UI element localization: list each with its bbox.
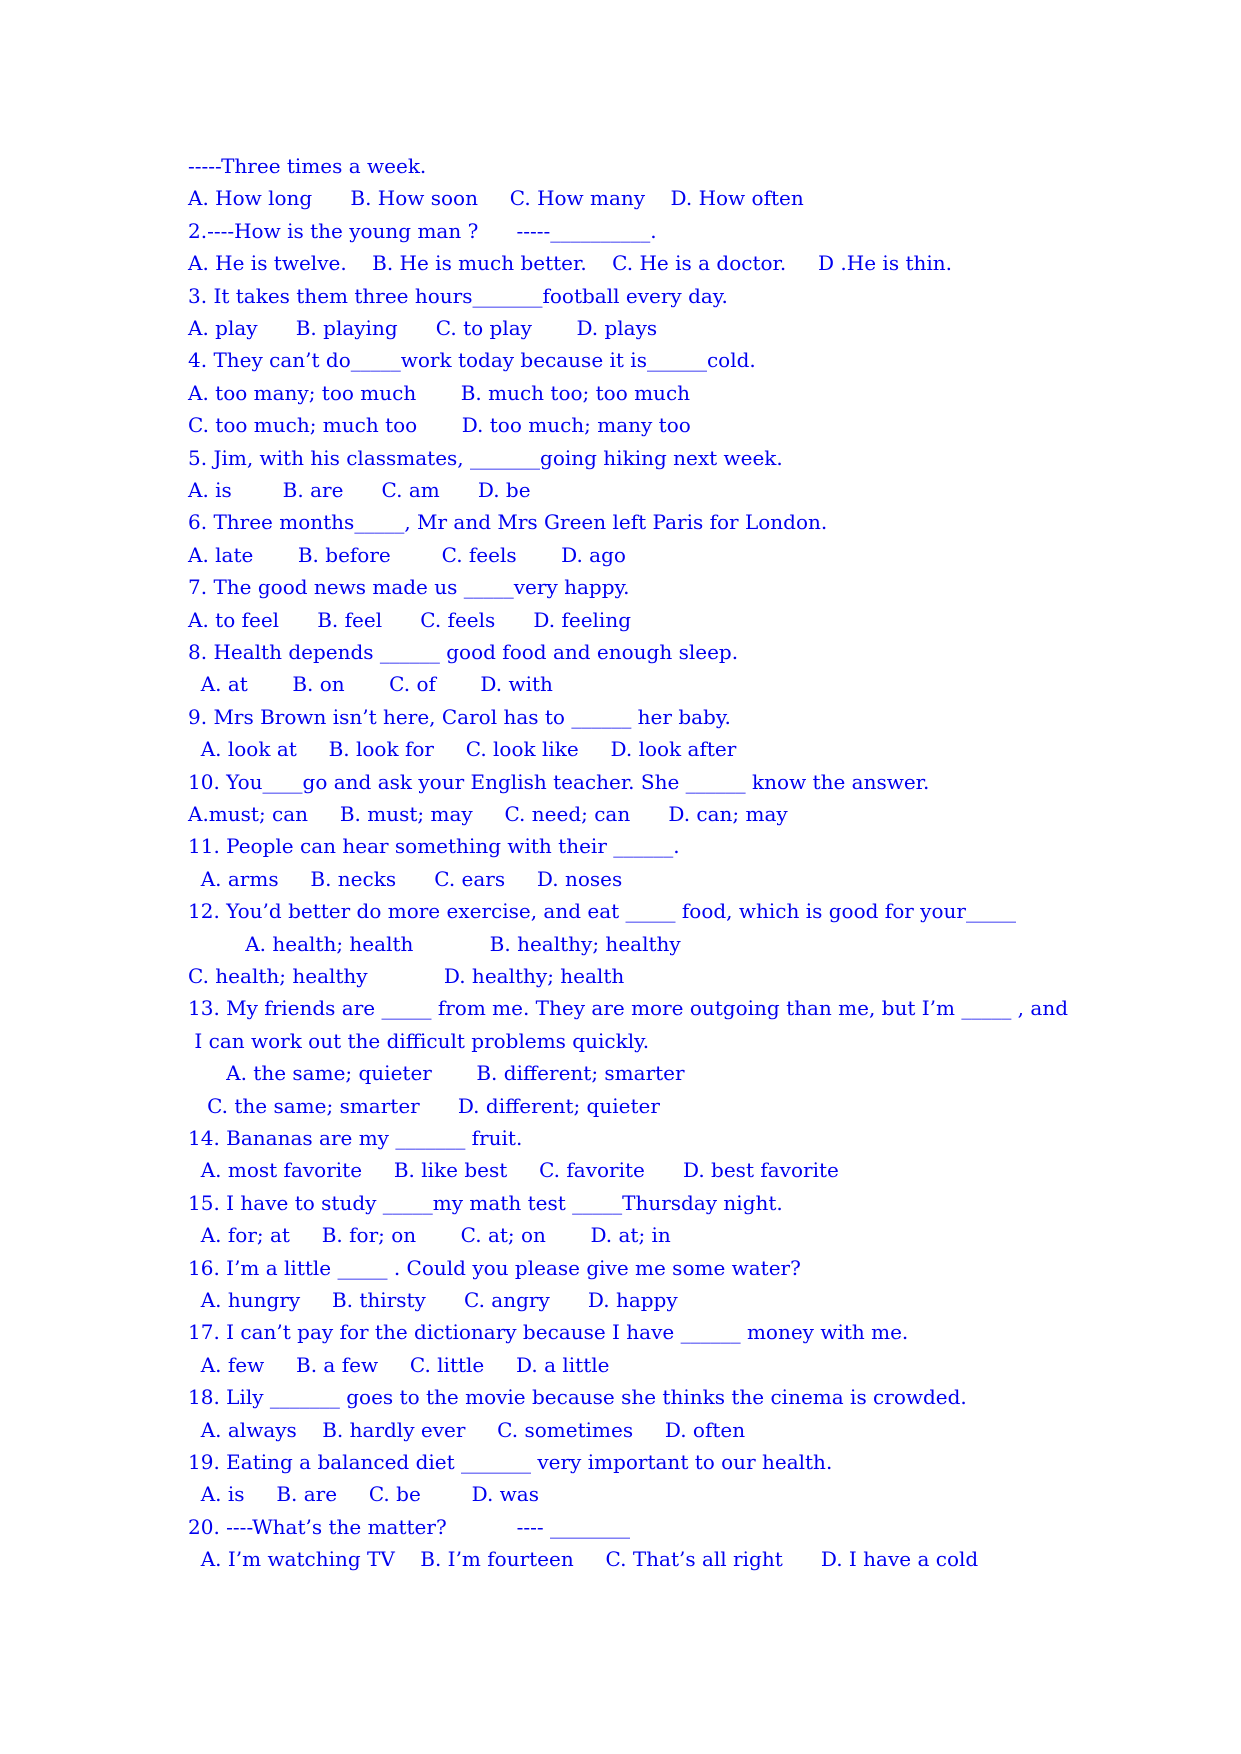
text-line: A. to feel B. feel C. feels D. feeling	[188, 607, 632, 632]
text-line: 14. Bananas are my _______ fruit.	[188, 1126, 523, 1150]
text-line: 10. You____go and ask your English teacher. She ______ know the answer.	[188, 769, 930, 794]
text-line: 20. ----What’s the matter? ---- ________	[188, 1514, 630, 1539]
text-line: A. is B. are C. am D. be	[188, 478, 531, 502]
text-line: I can work out the difficult problems quickly.	[188, 1028, 650, 1053]
text-line: A. look at B. look for C. look like D. look after	[188, 737, 737, 762]
text-line: 12. You’d better do more exercise, and eat _____ food, which is good for your_____	[188, 899, 1016, 924]
text-line: A. at B. on C. of D. with	[188, 672, 553, 697]
text-line: A. hungry B. thirsty C. angry D. happy	[188, 1288, 678, 1312]
text-line: 17. I can’t pay for the dictionary because I have ______ money with me.	[188, 1320, 909, 1345]
text-line: 5. Jim, with his classmates, _______going hiking next week.	[188, 445, 783, 470]
text-line: A. for; at B. for; on C. at; on D. at; in	[188, 1223, 671, 1248]
text-line: A. is B. are C. be D. was	[188, 1482, 539, 1507]
text-line: C. too much; much too D. too much; many too	[188, 413, 691, 438]
text-line: -----Three times a week.	[188, 154, 427, 178]
text-line: A. the same; quieter B. different; smarter	[188, 1061, 685, 1086]
text-line: A. I’m watching TV B. I’m fourteen C. That’s all right D. I have a cold	[188, 1547, 979, 1572]
text-line: A. too many; too much B. much too; too much	[188, 380, 691, 405]
text-line: A.must; can B. must; may C. need; can D. can; may	[188, 802, 788, 826]
text-line: 15. I have to study _____my math test _____Thursday night.	[188, 1190, 783, 1215]
text-line: C. health; healthy D. healthy; health	[188, 964, 625, 988]
text-line: A. How long B. How soon C. How many D. How often	[188, 186, 804, 211]
text-line: A. health; health B. healthy; healthy	[188, 931, 681, 956]
text-line: 16. I’m a little _____ . Could you please give me some water?	[188, 1255, 801, 1280]
text-line: 3. It takes them three hours_______football every day.	[188, 283, 728, 308]
text-line: A. most favorite B. like best C. favorite D. best favorite	[188, 1158, 839, 1183]
text-line: A. always B. hardly ever C. sometimes D. often	[188, 1417, 746, 1442]
text-line: C. the same; smarter D. different; quieter	[188, 1093, 660, 1118]
text-line: 9. Mrs Brown isn’t here, Carol has to ______ her baby.	[188, 704, 731, 729]
text-line: A. late B. before C. feels D. ago	[188, 542, 626, 567]
text-line: A. He is twelve. B. He is much better. C. He is a doctor. D .He is thin.	[188, 251, 952, 276]
text-line: 18. Lily _______ goes to the movie because she thinks the cinema is crowded.	[188, 1385, 967, 1410]
text-line: A. arms B. necks C. ears D. noses	[188, 866, 623, 891]
text-line: 4. They can’t do_____work today because it is______cold.	[188, 348, 756, 373]
text-line: A. play B. playing C. to play D. plays	[188, 316, 658, 340]
text-line: 13. My friends are _____ from me. They are more outgoing than me, but I’m _____ , and	[188, 996, 1068, 1021]
text-line: 11. People can hear something with their ______.	[188, 834, 680, 859]
text-line: A. few B. a few C. little D. a little	[188, 1352, 610, 1377]
text-line: 8. Health depends ______ good food and enough sleep.	[188, 640, 739, 664]
text-line: 6. Three months_____, Mr and Mrs Green left Paris for London.	[188, 510, 828, 535]
text-line: 7. The good news made us _____very happy.	[188, 575, 630, 600]
text-line: 19. Eating a balanced diet _______ very important to our health.	[188, 1450, 833, 1474]
text-line: 2.----How is the young man ? -----__________.	[188, 218, 657, 243]
